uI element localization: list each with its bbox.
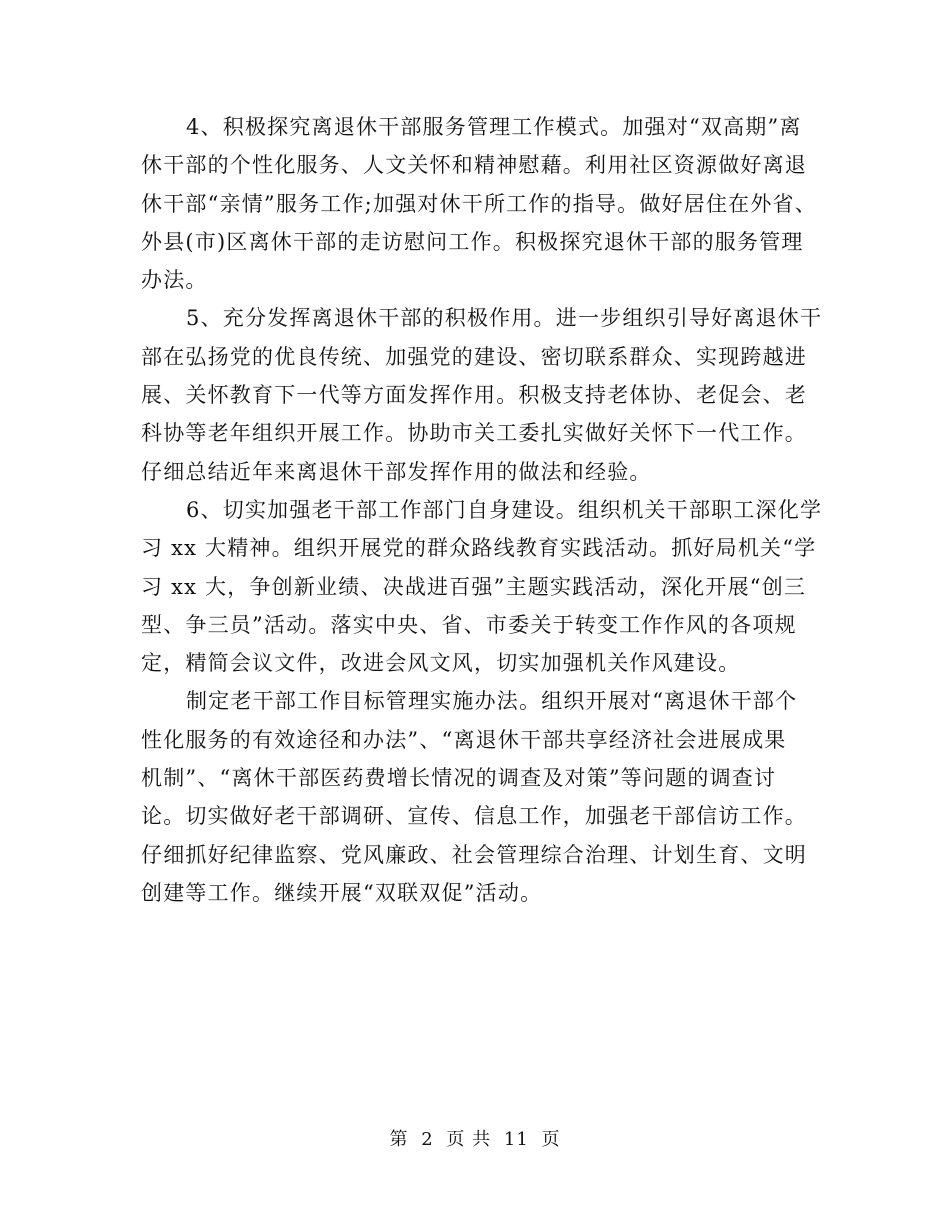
text-line: 外县(市)区离休干部的走访慰问工作。积极探究退休干部的服务管理 [141, 229, 804, 254]
text-line: 制定老干部工作目标管理实施办法。组织开展对“离退休干部个 [186, 689, 798, 714]
text-line: 型、争三员”活动。落实中央、省、市委关于转变工作作风的各项规 [141, 612, 797, 637]
text-line: 5、充分发挥离退休干部的积极作用。进一步组织引导好离退休干 [186, 306, 823, 331]
text-line: 论。切实做好老干部调研、宣传、信息工作，加强老干部信访工作。 [141, 804, 807, 829]
page-footer [0, 1125, 950, 1151]
paragraph [141, 299, 841, 490]
text-line: 创建等工作。继续开展“双联双促”活动。 [141, 880, 543, 905]
paragraph [141, 682, 841, 912]
text-line: 部在弘扬党的优良传统、加强党的建设、密切联系群众、实现跨越进 [141, 344, 807, 369]
document-body [141, 108, 841, 912]
text-line: 休干部的个性化服务、人文关怀和精神慰藉。利用社区资源做好离退 [141, 153, 807, 178]
text-line: 6、切实加强老干部工作部门自身建设。组织机关干部职工深化学 [186, 497, 823, 522]
paragraph [141, 108, 841, 299]
text-line: 办法。 [141, 268, 208, 293]
text-line: 休干部“亲情”服务工作;加强对休干所工作的指导。做好居住在外省、 [141, 191, 817, 216]
paragraph [141, 491, 841, 682]
text-line: 定，精简会议文件，改进会风文风，切实加强机关作风建设。 [141, 651, 741, 676]
text-line: 4、积极探究离退休干部服务管理工作模式。加强对“双高期”离 [186, 115, 802, 139]
text-line: 仔细抓好纪律监察、党风廉政、社会管理综合治理、计划生育、文明 [141, 842, 807, 867]
page-label-mid: 页 共 [446, 1129, 492, 1150]
page-number: 2 [421, 1129, 434, 1150]
text-line: 性化服务的有效途径和办法”、“离退休干部共享经济社会进展成果 [141, 727, 787, 752]
page-label-suffix: 页 [541, 1129, 561, 1150]
total-pages: 11 [503, 1129, 529, 1150]
text-line: 科协等老年组织开展工作。协助市关工委扎实做好关怀下一代工作。 [141, 421, 807, 446]
page-label-prefix: 第 [389, 1129, 409, 1150]
text-line: 展、关怀教育下一代等方面发挥作用。积极支持老体协、老促会、老 [141, 383, 807, 408]
text-line: 习 xx 大精神。组织开展党的群众路线教育实践活动。抓好局机关“学 [141, 536, 817, 561]
text-line: 仔细总结近年来离退休干部发挥作用的做法和经验。 [141, 459, 652, 484]
text-line: 习 xx 大，争创新业绩、决战进百强”主题实践活动，深化开展“创三 [141, 574, 807, 599]
text-line: 机制”、“离休干部医药费增长情况的调查及对策”等问题的调查讨 [141, 766, 777, 791]
